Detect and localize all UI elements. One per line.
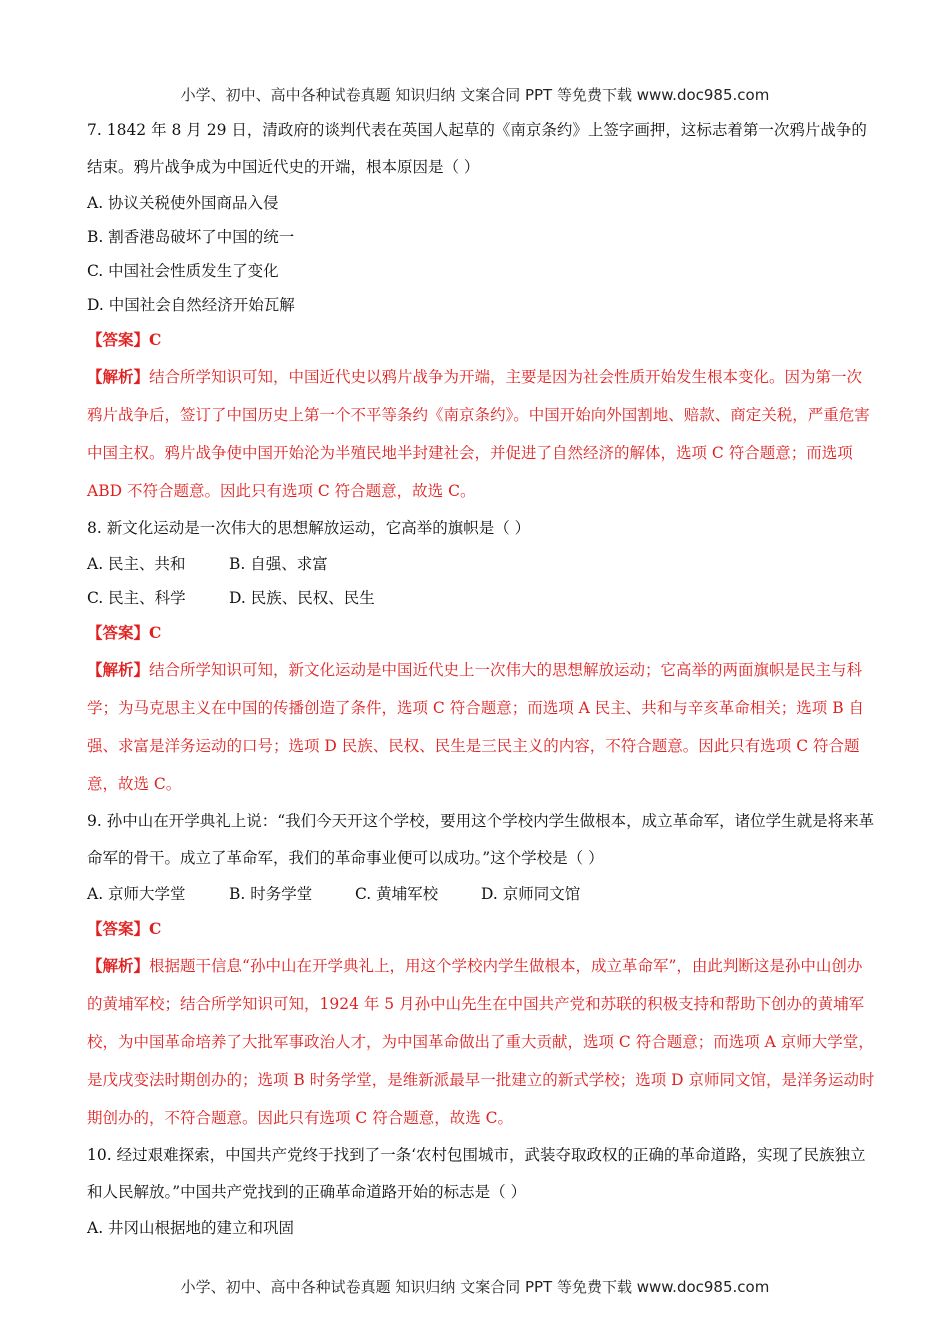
analysis-label: 【解析】 (87, 367, 150, 386)
question-9-option-b: B. 时务学堂 (229, 885, 313, 903)
question-8-option-c: C. 民主、科学 (87, 589, 186, 607)
answer-value: C (149, 919, 162, 938)
answer-label: 【答案】 (87, 919, 150, 938)
answer-value: C (149, 623, 162, 642)
analysis-text: 根据题干信息“孙中山在开学典礼上，用这个学校内学生做根本，成立革命军”，由此判断这是孙中山创办的黄埔军校；结合所学知识可知，1924 年 5 月孙中山先生在中国共产党和苏联的积极支持和帮助下创办的黄埔军校，为中国革命培养了大批军事政治人才，为中国革命做出了重大贡献，选项 C 符合题意；而选项 A 京师大学堂，是戊戌变法时期创办的；选项 B 时务学堂，是维新派最早一批建立的新式学校；选项 D 京师同文馆，是洋务运动时期创办的，不符合题意。因此只有选项 C 符合题意，故选 C。 (87, 957, 875, 1127)
answer-value: C (149, 330, 162, 349)
question-8-option-d: D. 民族、民权、民生 (229, 589, 375, 607)
question-7-stem: 7. 1842 年 8 月 29 日，清政府的谈判代表在英国人起草的《南京条约》上签字画押，这标志着第一次鸦片战争的结束。鸦片战争成为中国近代史的开端，根本原因是（ ） (87, 121, 867, 176)
question-8-options-row-2 (87, 581, 877, 615)
question-7-answer (87, 322, 877, 358)
question-10-stem: 10. 经过艰难探索，中国共产党终于找到了一条‘农村包围城市，武装夺取政权的正确的革命道路，实现了民族独立和人民解放。”中国共产党找到的正确革命道路开始的标志是（ ） (87, 1146, 866, 1201)
analysis-label: 【解析】 (87, 660, 150, 679)
answer-label: 【答案】 (87, 330, 150, 349)
question-7-option-a: A. 协议关税使外国商品入侵 (87, 194, 279, 212)
question-8-analysis (87, 651, 877, 803)
analysis-label: 【解析】 (87, 956, 150, 975)
question-9-stem: 9. 孙中山在开学典礼上说：“我们今天开这个学校，要用这个学校内学生做根本，成立革命军，诸位学生就是将来革命军的骨干。成立了革命军，我们的革命事业便可以成功。”这个学校是（ ） (87, 812, 875, 867)
question-9-option-c: C. 黄埔军校 (355, 885, 439, 903)
question-8-options-row-1 (87, 547, 877, 581)
analysis-text: 结合所学知识可知，中国近代史以鸦片战争为开端，主要是因为社会性质开始发生根本变化。因为第一次鸦片战争后，签订了中国历史上第一个不平等条约《南京条约》。中国开始向外国割地、赔款、商定关税，严重危害中国主权。鸦片战争使中国开始沦为半殖民地半封建社会，并促进了自然经济的解体，选项 C 符合题意；而选项 ABD 不符合题意。因此只有选项 C 符合题意，故选 C。 (87, 368, 870, 500)
question-8-option-a: A. 民主、共和 (87, 555, 186, 573)
question-8-stem: 8. 新文化运动是一次伟大的思想解放运动，它高举的旗帜是（ ） (87, 519, 531, 537)
question-7-option-d: D. 中国社会自然经济开始瓦解 (87, 296, 295, 314)
answer-label: 【答案】 (87, 623, 150, 642)
question-9-options-row (87, 877, 877, 911)
document-body (87, 112, 877, 1245)
analysis-text: 结合所学知识可知，新文化运动是中国近代史上一次伟大的思想解放运动；它高举的两面旗帜是民主与科学；为马克思主义在中国的传播创造了条件，选项 C 符合题意；而选项 A 民主、共和与辛亥革命相关；选项 B 自强、求富是洋务运动的口号；选项 D 民族、民权、民生是三民主义的内容，不符合题意。因此只有选项 C 符合题意，故选 C。 (87, 661, 865, 793)
question-10-option-a: A. 井冈山根据地的建立和巩固 (87, 1219, 295, 1237)
question-9-answer (87, 911, 877, 947)
question-9-option-d: D. 京师同文馆 (481, 885, 581, 903)
question-9-option-a: A. 京师大学堂 (87, 885, 186, 903)
question-7-analysis (87, 358, 877, 510)
question-7-option-b: B. 割香港岛破坏了中国的统一 (87, 228, 295, 246)
question-8-answer (87, 615, 877, 651)
question-8-option-b: B. 自强、求富 (229, 555, 328, 573)
page-footer: 小学、初中、高中各种试卷真题 知识归纳 文案合同 PPT 等免费下载 www.doc985.com (180, 1278, 770, 1296)
page-header: 小学、初中、高中各种试卷真题 知识归纳 文案合同 PPT 等免费下载 www.doc985.com (180, 86, 770, 104)
question-7-option-c: C. 中国社会性质发生了变化 (87, 262, 279, 280)
question-9-analysis (87, 947, 877, 1137)
